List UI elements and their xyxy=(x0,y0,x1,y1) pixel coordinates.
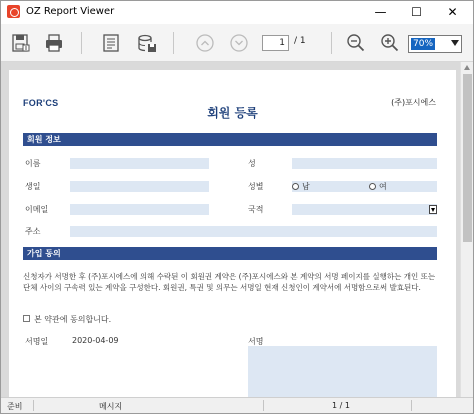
app-icon xyxy=(7,5,20,18)
company-logo: FOR'CS xyxy=(23,98,59,108)
toolbar xyxy=(1,24,473,62)
window-title: OZ Report Viewer xyxy=(26,6,115,17)
surname-field[interactable] xyxy=(292,158,437,169)
status-bar xyxy=(1,397,473,413)
country-select[interactable] xyxy=(292,204,437,215)
export-icon[interactable] xyxy=(100,32,122,54)
toolbar-separator xyxy=(331,32,332,54)
company-name: (주)포시에스 xyxy=(391,98,436,107)
status-page: 1 / 1 xyxy=(332,401,350,410)
zoom-select[interactable] xyxy=(408,35,462,53)
chevron-down-icon[interactable] xyxy=(429,205,437,214)
birthday-field[interactable] xyxy=(70,181,209,192)
sign-date-value: 2020-04-09 xyxy=(72,336,119,345)
email-field[interactable] xyxy=(70,204,209,215)
vertical-scrollbar[interactable] xyxy=(460,62,473,397)
toolbar-separator xyxy=(81,32,82,54)
status-divider xyxy=(411,400,412,411)
gender-female-label: 여 xyxy=(379,182,387,191)
report-viewport[interactable] xyxy=(1,62,473,397)
document-title: 회원 등록 xyxy=(207,106,258,120)
status-state: 준비 xyxy=(7,402,23,411)
label-sign-date: 서명일 xyxy=(25,337,49,346)
agree-checkbox-label: 본 약관에 동의합니다. xyxy=(34,315,112,324)
label-name: 이름 xyxy=(25,159,41,168)
gender-field xyxy=(292,181,437,192)
zoom-in-icon[interactable] xyxy=(379,32,401,54)
section-header-agreement: 가입 동의 xyxy=(23,247,437,260)
agreement-text: 신청자가 서명한 후 (주)포시에스에 의해 수락된 이 회원권 계약은 (주)포시에스와 본 계약의 서명 페이지를 실행하는 개인 또는 단체 사이의 구속력 있는 계약을 구성한다. 회원권, 특권 및 의무는 서명일 현재 신청인이 계약서에 서명함으로써 발효된다. xyxy=(23,272,436,292)
gender-male-radio[interactable] xyxy=(292,183,299,190)
zoom-out-icon[interactable] xyxy=(345,32,367,54)
zoom-value: 70% xyxy=(413,39,434,49)
close-button[interactable]: ✕ xyxy=(447,5,458,19)
status-divider xyxy=(33,400,34,411)
address-field[interactable] xyxy=(70,226,437,237)
name-field[interactable] xyxy=(70,158,209,169)
save-icon[interactable] xyxy=(10,32,32,54)
gender-female-radio[interactable] xyxy=(369,183,376,190)
section-header-member-info: 회원 정보 xyxy=(23,133,437,146)
signature-box[interactable] xyxy=(248,346,437,400)
page-number-input[interactable]: 1 xyxy=(262,35,289,51)
label-gender: 성별 xyxy=(248,182,264,191)
maximize-button[interactable]: ☐ xyxy=(411,5,422,19)
label-country: 국적 xyxy=(248,205,264,214)
page-total: / 1 xyxy=(294,36,306,46)
scroll-up-icon[interactable] xyxy=(464,65,470,70)
minimize-button[interactable]: — xyxy=(374,5,387,19)
report-page xyxy=(9,70,456,400)
status-divider xyxy=(263,400,264,411)
agree-checkbox[interactable] xyxy=(23,315,30,322)
label-address: 주소 xyxy=(25,227,41,236)
print-icon[interactable] xyxy=(43,32,65,54)
scrollbar-thumb[interactable] xyxy=(463,74,472,242)
label-signature: 서명 xyxy=(248,337,264,346)
title-bar xyxy=(1,1,473,24)
status-message: 메시지 xyxy=(99,402,123,411)
toolbar-separator xyxy=(173,32,174,54)
label-birthday: 생일 xyxy=(25,182,41,191)
prev-page-icon[interactable] xyxy=(194,32,216,54)
label-surname: 성 xyxy=(248,159,256,168)
save-all-icon[interactable] xyxy=(136,32,158,54)
gender-male-label: 남 xyxy=(302,182,310,191)
next-page-icon[interactable] xyxy=(228,32,250,54)
chevron-down-icon xyxy=(451,40,459,46)
label-email: 이메일 xyxy=(25,205,49,214)
